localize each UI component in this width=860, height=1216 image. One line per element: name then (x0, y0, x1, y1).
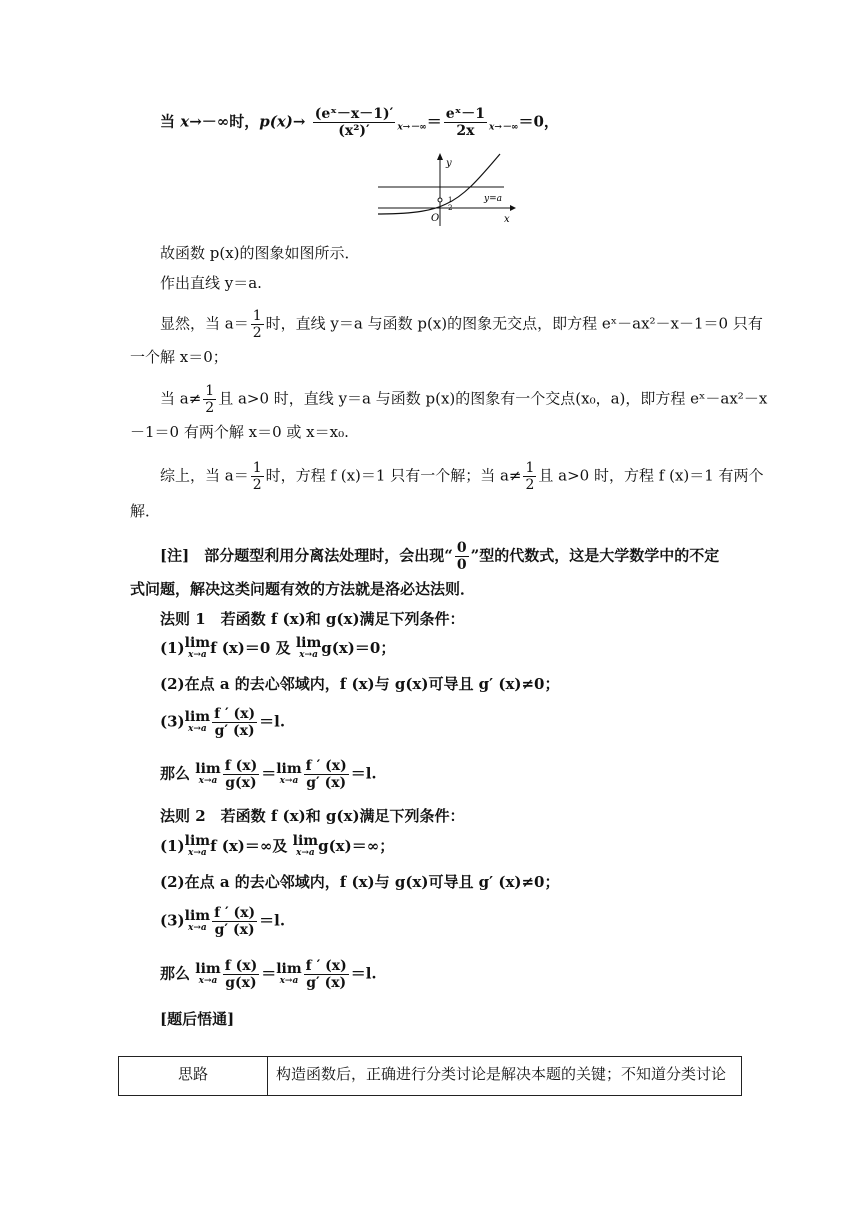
note-line-1 (160, 540, 740, 573)
text-to-neg-inf: →－∞时， (189, 112, 260, 131)
lim-sub: x→a (295, 848, 315, 858)
limit-operator (195, 960, 221, 987)
paragraph-draw-line: 作出直线 y＝a. (160, 274, 262, 292)
text-segment: 那么 (160, 764, 191, 783)
half-den-label: 2 (448, 204, 453, 212)
fraction-numerator: 0 (456, 540, 467, 556)
lim-sub: x→a (198, 775, 218, 786)
lim-text: lim (292, 833, 319, 849)
text-segment: f (x)＝∞及 (210, 837, 288, 855)
text-segment: ＝l. (350, 964, 377, 983)
x-axis-label: x (504, 214, 510, 225)
paragraph-graph-caption: 故函数 p(x)的图象如图所示． (160, 244, 360, 262)
fraction-denominator: g′ (x) (306, 775, 347, 791)
lim-sub: x→a (198, 975, 218, 986)
fraction-denominator: g′ (x) (214, 723, 255, 739)
y-axis-label: y (446, 158, 452, 169)
lim-sub: x→a (279, 975, 299, 986)
limit-operator (195, 760, 221, 787)
origin-label: O (431, 213, 440, 224)
limit-line (160, 106, 740, 139)
curve-p-of-x (378, 154, 500, 214)
text-segment: 时，方程 f (x)＝1 只有一个解；当 a≠ (265, 466, 522, 485)
text-segment: 且 a>0 时，直线 y＝a 与函数 p(x)的图象有一个交点(x₀，a)，即方程 eˣ－ax²－x (218, 389, 768, 408)
text-segment: [注] 部分题型利用分离法处理时，会出现“ (160, 546, 453, 565)
fraction-numerator: f (x) (224, 758, 258, 774)
lim-sub: x→a (187, 723, 207, 734)
lim-text: lim (295, 635, 322, 651)
lim-text: lim (184, 708, 211, 725)
text-segment: g(x)＝0； (321, 639, 396, 657)
fraction-derivatives (212, 706, 257, 739)
rule-1-conclusion (160, 758, 740, 791)
rule-1-condition-3 (160, 706, 740, 739)
text-segment: ＝l. (259, 911, 286, 930)
fraction-numerator: f (x) (224, 958, 258, 974)
fraction-numerator: 1 (252, 460, 262, 476)
paragraph-summary-cont: 解． (130, 502, 161, 520)
fraction-numerator: 1 (525, 460, 535, 476)
text-segment: (1) (160, 837, 185, 855)
fraction-denominator: g′ (x) (306, 975, 347, 991)
rule-2-condition-2: (2)在点 a 的去心邻域内，f (x)与 g(x)可导且 g′ (x)≠0； (160, 873, 560, 891)
limit-subscript: x→－∞ (397, 122, 427, 133)
paragraph-case-half (160, 308, 763, 341)
text-segment: 那么 (160, 964, 191, 983)
table-header-cell: 思路 (119, 1057, 268, 1096)
fraction-one-half (251, 460, 264, 493)
lim-sub: x→a (299, 650, 318, 660)
rule-2-heading: 法则 2 若函数 f (x)和 g(x)满足下列条件： (160, 807, 465, 825)
fraction-derivatives (304, 958, 349, 991)
fraction-denominator: (x²)′ (338, 123, 370, 139)
limit-operator (184, 708, 211, 735)
fraction-denominator: 2 (252, 477, 262, 493)
open-point (438, 198, 442, 202)
fraction-denominator: 2 (252, 325, 262, 341)
text-segment: 时，直线 y＝a 与函数 p(x)的图象无交点，即方程 eˣ－ax²－x－1＝0 只有 (265, 314, 763, 333)
fraction-derivatives (304, 758, 349, 791)
rule-1-heading: 法则 1 若函数 f (x)和 g(x)满足下列条件： (160, 610, 465, 628)
y-axis-arrow (437, 153, 443, 160)
fraction-numerator: 1 (252, 308, 262, 324)
text-segment: ＝ (261, 764, 277, 783)
result: ＝0， (518, 112, 559, 131)
lim-text: lim (195, 960, 221, 977)
post-problem-heading: [题后悟通] (160, 1010, 235, 1028)
function-graph (376, 152, 516, 230)
equals: ＝ (426, 112, 442, 131)
limit-operator (276, 760, 302, 787)
arrow: → (292, 112, 306, 131)
fraction-one-half (203, 383, 216, 416)
fraction-simplified (444, 106, 487, 139)
lim-sub: x→a (187, 848, 207, 858)
rule-2-condition-3 (160, 905, 740, 938)
fraction-denominator: 2x (456, 123, 475, 139)
fraction-one-half (523, 460, 536, 493)
fraction-denominator: g′ (x) (214, 922, 255, 938)
limit-operator (296, 637, 321, 661)
var-x: x (180, 112, 190, 131)
limit-operator (276, 960, 302, 987)
rule-2-conclusion (160, 958, 740, 991)
text-segment: 综上，当 a＝ (160, 466, 249, 485)
text-segment: ＝ (261, 964, 277, 983)
lim-text: lim (184, 833, 211, 849)
lim-text: lim (184, 907, 211, 924)
fraction-functions (223, 758, 260, 791)
lim-sub: x→a (187, 922, 207, 933)
text-segment: g(x)＝∞； (318, 837, 395, 855)
lim-text: lim (184, 635, 211, 651)
fraction-numerator: f ′ (x) (214, 905, 256, 921)
text-when: 当 (160, 112, 181, 131)
text-segment: ”型的代数式，这是大学数学中的不定 (470, 546, 720, 565)
paragraph-case-not-half-cont: －1＝0 有两个解 x＝0 或 x＝x₀. (130, 423, 349, 441)
fraction-denominator: 2 (525, 477, 535, 493)
x-axis-arrow (510, 205, 516, 211)
lim-sub: x→a (279, 775, 299, 786)
rule-2-condition-1 (160, 835, 740, 859)
table-content-cell: 构造函数后，正确进行分类讨论是解决本题的关键；不知道分类讨论 (268, 1057, 742, 1096)
line-label: y=a (484, 194, 502, 204)
fraction-denominator: g(x) (225, 975, 257, 991)
lim-sub: x→a (187, 650, 207, 660)
fraction-numerator: eˣ－1 (445, 106, 486, 122)
text-segment: ＝l. (259, 712, 286, 731)
lim-text: lim (276, 960, 302, 977)
fraction-one-half (251, 308, 264, 341)
limit-operator (293, 835, 318, 859)
note-line-2: 式问题，解决这类问题有效的方法就是洛必达法则． (130, 580, 476, 598)
text-segment: (3) (160, 712, 185, 731)
func-p: p(x) (259, 112, 293, 131)
limit-operator (185, 637, 210, 661)
fraction-denominator: 2 (205, 400, 215, 416)
fraction-zero-over-zero (455, 540, 469, 573)
text-segment: ＝l. (350, 764, 377, 783)
fraction-functions (223, 958, 260, 991)
text-segment: 显然，当 a＝ (160, 314, 249, 333)
fraction-denominator: g(x) (225, 775, 257, 791)
lim-text: lim (195, 760, 221, 777)
paragraph-case-half-cont: 一个解 x＝0； (130, 348, 228, 366)
fraction-lhopital (313, 106, 396, 139)
fraction-numerator: f ′ (x) (305, 758, 347, 774)
table-row (119, 1057, 742, 1096)
fraction-numerator: 1 (205, 383, 215, 399)
summary-table (118, 1056, 742, 1096)
limit-operator (184, 907, 211, 934)
fraction-numerator: (eˣ－x－1)′ (314, 106, 394, 122)
text-segment: f (x)＝0 及 (210, 639, 291, 657)
limit-operator (185, 835, 210, 859)
paragraph-summary (160, 460, 764, 493)
text-segment: (1) (160, 639, 185, 657)
fraction-derivatives (212, 905, 257, 938)
text-segment: (3) (160, 911, 185, 930)
rule-1-condition-1 (160, 637, 740, 661)
rule-1-condition-2: (2)在点 a 的去心邻域内，f (x)与 g(x)可导且 g′ (x)≠0； (160, 675, 560, 693)
limit-subscript: x→－∞ (489, 122, 519, 133)
half-label: 1 (448, 196, 453, 204)
text-segment: 且 a>0 时，方程 f (x)＝1 有两个 (538, 466, 764, 485)
text-segment: 当 a≠ (160, 389, 202, 408)
fraction-numerator: f ′ (x) (214, 706, 256, 722)
paragraph-case-not-half (160, 383, 768, 416)
fraction-numerator: f ′ (x) (305, 958, 347, 974)
fraction-denominator: 0 (456, 557, 467, 573)
lim-text: lim (276, 760, 302, 777)
